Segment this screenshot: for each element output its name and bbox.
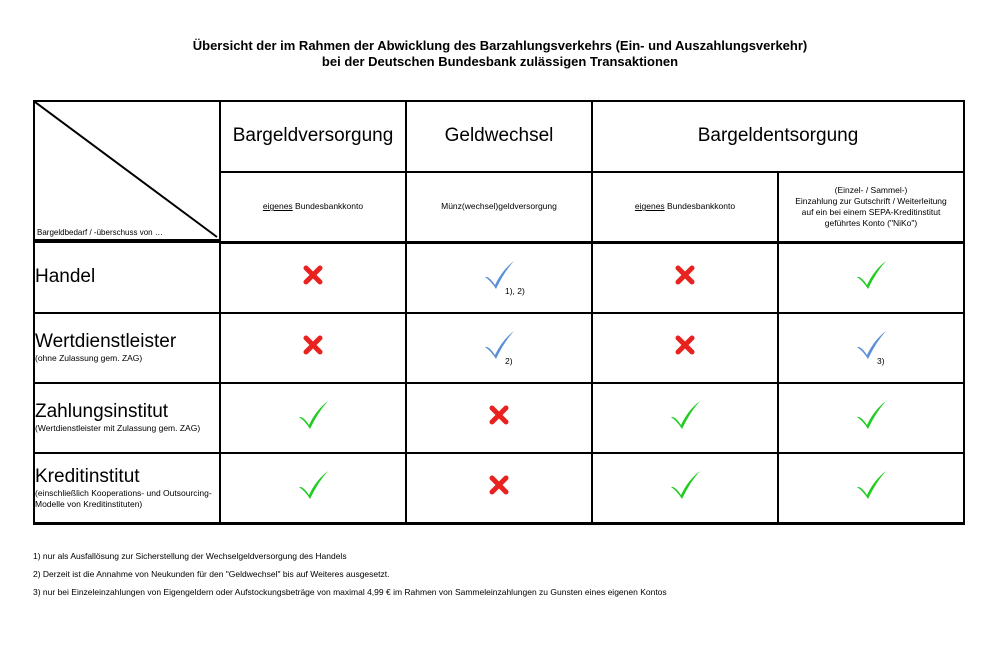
cross-mark-icon <box>488 404 510 426</box>
transaction-matrix <box>33 100 965 525</box>
row-note: (ohne Zulassung gem. ZAG) <box>35 353 143 364</box>
row-header <box>34 453 220 524</box>
row-header <box>34 242 220 313</box>
subheader-line: auf ein bei einem SEPA-Kreditinstitut <box>801 206 941 217</box>
status-cell <box>592 453 778 524</box>
subheader-line: Einzahlung zur Gutschrift / Weiterleitung <box>795 195 947 206</box>
table-row <box>34 453 964 524</box>
subheader-versorgung-konto <box>220 172 406 242</box>
footnotes <box>33 547 667 601</box>
footnote-ref: 1), 2) <box>505 285 525 296</box>
status-cell <box>220 453 406 524</box>
check-mark-icon <box>854 398 888 432</box>
row-header <box>34 383 220 453</box>
cross-mark-icon <box>674 264 696 286</box>
footnote-ref: 3) <box>877 355 885 366</box>
subheader-underline: eigenes <box>634 201 665 212</box>
subheader-niko <box>778 172 964 242</box>
row-note: (einschließlich Kooperations- und Outsourcing-Modelle von Kreditinstituten) <box>35 488 212 509</box>
footnote-2: 2) Derzeit ist die Annahme von Neukunden für den "Geldwechsel" bis auf Weiteres ausgesetzt. <box>33 569 390 579</box>
header-bargeldversorgung: Bargeldversorgung <box>220 101 406 172</box>
subheader-line: (Einzel- / Sammel-) <box>834 184 908 195</box>
cross-mark-icon <box>302 264 324 286</box>
table-row <box>34 383 964 453</box>
check-mark-icon <box>668 398 702 432</box>
header-geldwechsel: Geldwechsel <box>406 101 592 172</box>
check-mark-icon <box>296 468 330 502</box>
status-cell <box>592 313 778 383</box>
subheader-entsorgung-konto <box>592 172 778 242</box>
status-cell <box>778 242 964 313</box>
cross-mark-icon <box>302 334 324 356</box>
status-cell <box>406 453 592 524</box>
subheader-text: Bundesbankkonto <box>664 201 736 212</box>
footnote-3: 3) nur bei Einzeleinzahlungen von Eigengeldern oder Aufstockungsbeträge von maximal 4,99 € im Rahmen von Sammeleinzahlungen zu Gunsten eines eigenen Kontos <box>33 587 667 597</box>
subheader-line: geführtes Konto ("NiKo") <box>824 217 918 228</box>
table-row <box>34 313 964 383</box>
status-cell <box>778 383 964 453</box>
corner-label: Bargeldbedarf / -überschuss von … <box>37 228 163 237</box>
row-header <box>34 313 220 383</box>
cross-mark-icon <box>674 334 696 356</box>
footnote-1: 1) nur als Ausfallösung zur Sicherstellung der Wechselgeldversorgung des Handels <box>33 551 347 561</box>
document-title-line1: Übersicht der im Rahmen der Abwicklung des Barzahlungsverkehrs (Ein- und Auszahlungsverkehr) <box>192 38 808 53</box>
footnote-ref: 2) <box>505 355 513 366</box>
check-mark-icon <box>854 258 888 292</box>
subheader-muenzgeld: Münz(wechsel)geldversorgung <box>406 172 592 242</box>
status-cell <box>406 383 592 453</box>
header-bargeldentsorgung: Bargeldentsorgung <box>592 101 964 172</box>
status-cell <box>220 242 406 313</box>
corner-cell <box>34 101 220 242</box>
check-mark-icon <box>668 468 702 502</box>
diagonal-divider <box>35 102 221 239</box>
status-cell <box>220 383 406 453</box>
status-cell <box>220 313 406 383</box>
check-mark-icon <box>296 398 330 432</box>
subheader-text: Bundesbankkonto <box>292 201 364 212</box>
status-cell <box>592 383 778 453</box>
row-title: Wertdienstleister <box>35 331 177 353</box>
table-row <box>34 242 964 313</box>
subheader-underline: eigenes <box>262 201 293 212</box>
check-mark-icon <box>854 468 888 502</box>
status-cell <box>778 453 964 524</box>
row-title: Zahlungsinstitut <box>35 401 169 423</box>
status-cell <box>592 242 778 313</box>
row-title: Handel <box>35 266 96 288</box>
status-cell <box>406 242 592 313</box>
document-title-line2: bei der Deutschen Bundesbank zulässigen Transaktionen <box>321 54 679 69</box>
status-cell <box>406 313 592 383</box>
cross-mark-icon <box>488 474 510 496</box>
row-title: Kreditinstitut <box>35 466 140 487</box>
status-cell <box>778 313 964 383</box>
row-note: (Wertdienstleister mit Zulassung gem. ZAG) <box>35 423 201 434</box>
